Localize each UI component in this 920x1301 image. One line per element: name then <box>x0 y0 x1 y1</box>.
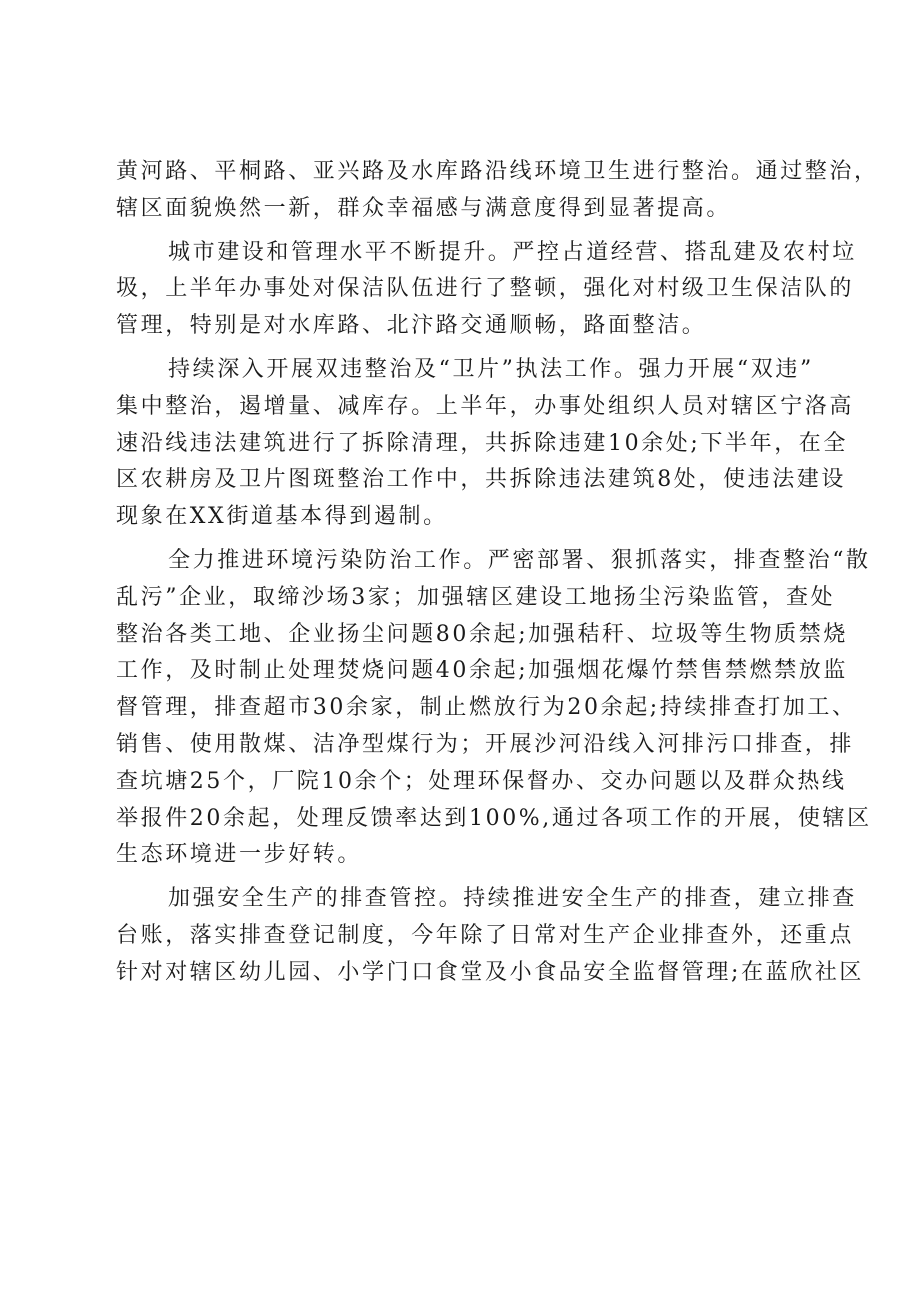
text-line: 全力推进环境污染防治工作。严密部署、狠抓落实，排查整治“散 <box>168 547 871 573</box>
text-line: 生态环境进一步好转。 <box>116 842 363 868</box>
text-line: 加强安全生产的排查管控。持续推进安全生产的排查，建立排查 <box>168 886 857 912</box>
paragraph-safety-production <box>116 881 865 991</box>
text-line: 辖区面貌焕然一新，群众幸福感与满意度得到显著提高。 <box>116 195 732 221</box>
paragraph-continuation <box>116 154 879 228</box>
text-line: 城市建设和管理水平不断提升。严控占道经营、搭乱建及农村垃 <box>168 239 857 265</box>
text-line: 速沿线违法建筑进行了拆除清理，共拆除违建10余处;下半年，在全 <box>116 430 849 456</box>
text-line: 查坑塘25个，厂院10余个；处理环保督办、交办问题以及群众热线 <box>116 768 847 794</box>
text-line: 持续深入开展双违整治及“卫片”执法工作。强力开展“双违” <box>168 356 814 382</box>
text-line: 现象在XX街道基本得到遏制。 <box>116 504 448 530</box>
paragraph-illegal-construction <box>116 352 855 536</box>
text-line: 集中整治，遏增量、减库存。上半年，办事处组织人员对辖区宁洛高 <box>116 393 855 419</box>
text-line: 整治各类工地、企业扬尘问题80余起;加强秸秆、垃圾等生物质禁烧 <box>116 621 849 647</box>
text-line: 销售、使用散煤、洁净型煤行为；开展沙河沿线入河排污口排查，排 <box>116 731 855 757</box>
paragraph-urban-management <box>116 235 857 345</box>
text-line: 举报件20余起，处理反馈率达到100%,通过各项工作的开展，使辖区 <box>116 805 872 831</box>
text-line: 工作，及时制止处理焚烧问题40余起;加强烟花爆竹禁售禁燃禁放监 <box>116 658 849 684</box>
text-line: 台账，落实排查登记制度，今年除了日常对生产企业排查外，还重点 <box>116 922 855 948</box>
text-line: 圾，上半年办事处对保洁队伍进行了整顿，强化对村级卫生保洁队的 <box>116 276 855 302</box>
paragraph-pollution-control <box>116 543 872 874</box>
text-line: 督管理，排查超市30余家，制止燃放行为20余起;持续排查打加工、 <box>116 695 857 721</box>
text-line: 区农耕房及卫片图斑整治工作中，共拆除违法建筑8处，使违法建设 <box>116 467 846 493</box>
text-line: 黄河路、平桐路、亚兴路及水库路沿线环境卫生进行整治。通过整治， <box>116 159 879 184</box>
text-line: 乱污”企业，取缔沙场3家；加强辖区建设工地扬尘污染监管，查处 <box>116 584 836 610</box>
text-line: 针对对辖区幼儿园、小学门口食堂及小食品安全监督管理;在蓝欣社区 <box>116 959 865 985</box>
text-line: 管理，特别是对水库路、北汴路交通顺畅，路面整洁。 <box>116 313 707 339</box>
document-body <box>116 154 879 992</box>
